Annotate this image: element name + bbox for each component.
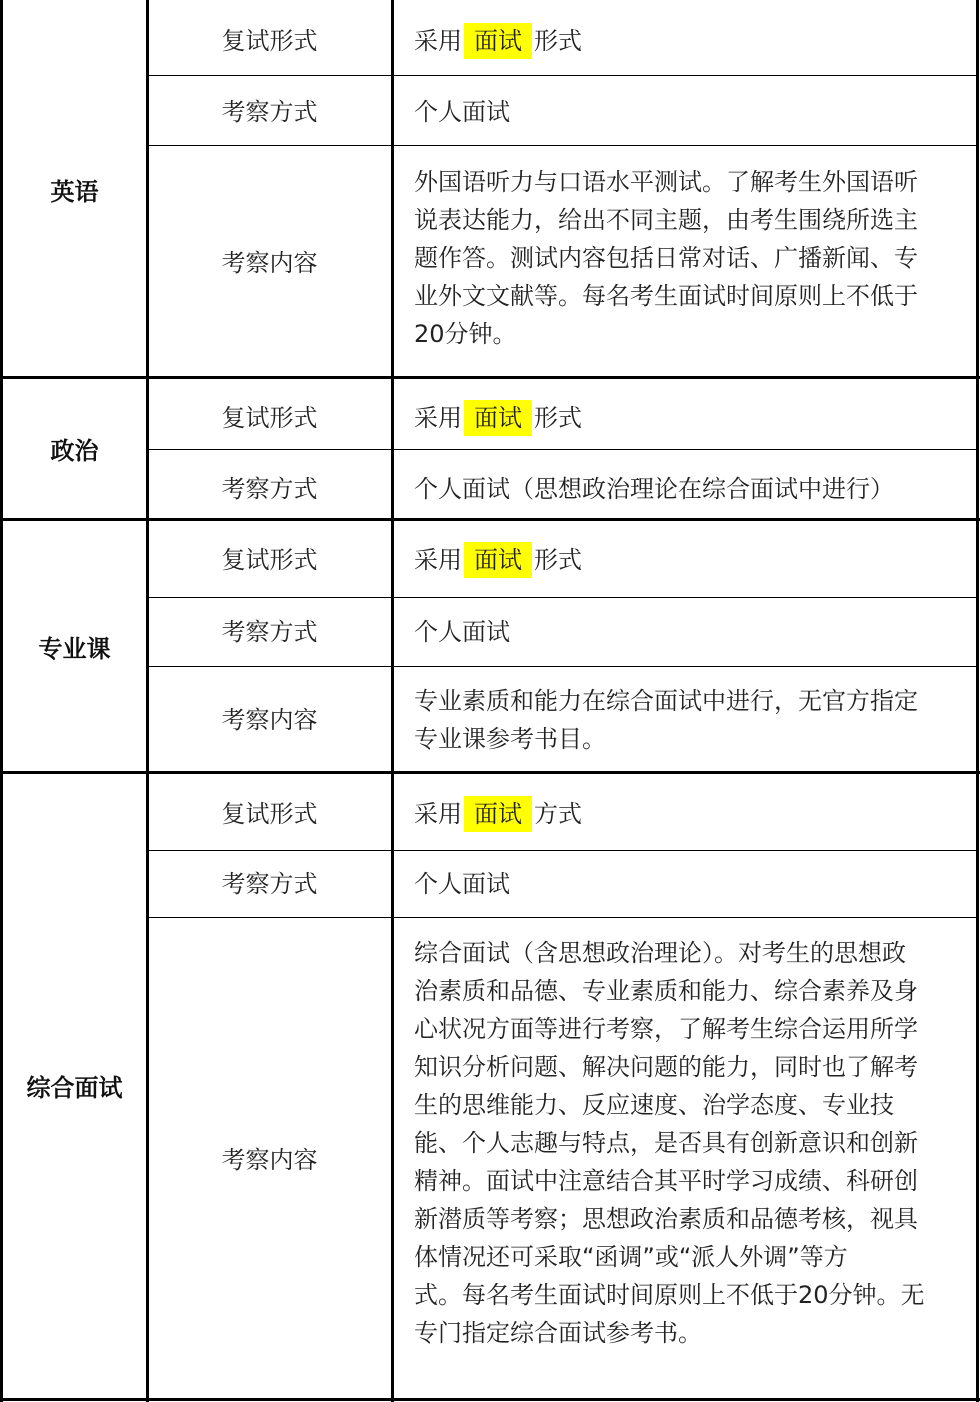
row-divider [148, 666, 978, 667]
value-suffix: 形式 [534, 27, 582, 55]
row-value-format [414, 400, 966, 436]
value-prefix: 采用 [414, 404, 462, 432]
content-line: 心状况方面等进行考察，了解考生综合运用所学 [414, 1015, 918, 1043]
highlight-text: 面试 [464, 400, 532, 436]
content-line: 知识分析问题、解决问题的能力，同时也了解考 [414, 1053, 918, 1081]
content-line: 体情况还可采取“函调”或“派人外调”等方 [414, 1243, 848, 1271]
content-line: 20分钟。 [414, 320, 517, 348]
row-label: 考察方式 [221, 475, 318, 503]
row-label: 复试形式 [221, 800, 318, 828]
row-label: 考察内容 [221, 706, 318, 734]
value-prefix: 采用 [414, 27, 462, 55]
section-title-comprehensive-interview: 综合面试 [26, 1074, 123, 1102]
section-divider [0, 518, 980, 521]
row-label: 考察内容 [221, 1146, 318, 1174]
row-divider [148, 145, 978, 146]
row-divider [148, 850, 978, 851]
table-border-left [0, 0, 3, 1402]
highlight-text: 面试 [464, 542, 532, 578]
row-divider [148, 917, 978, 918]
row-divider [148, 597, 978, 598]
content-line: 新潜质等考察；思想政治素质和品德考核，视具 [414, 1205, 918, 1233]
content-line: 治素质和品德、专业素质和能力、综合素养及身 [414, 977, 918, 1005]
row-label: 复试形式 [221, 27, 318, 55]
content-line: 说表达能力，给出不同主题，由考生围绕所选主 [414, 206, 918, 234]
section-divider [0, 376, 980, 379]
content-line: 专业素质和能力在综合面试中进行，无官方指定 [414, 687, 918, 715]
content-line: 式。每名考生面试时间原则上不低于20分钟。无 [414, 1281, 925, 1309]
row-value: 个人面试 [414, 618, 510, 646]
row-label: 复试形式 [221, 546, 318, 574]
section-title-major-course: 专业课 [38, 635, 111, 663]
value-suffix: 形式 [534, 404, 582, 432]
row-label: 考察方式 [221, 618, 318, 646]
row-divider [148, 75, 978, 76]
content-line: 专业课参考书目。 [414, 725, 606, 753]
row-value: 个人面试（思想政治理论在综合面试中进行） [414, 475, 894, 503]
table-border-bottom [0, 1398, 980, 1401]
row-value-content [414, 163, 966, 353]
content-line: 生的思维能力、反应速度、治学态度、专业技 [414, 1091, 894, 1119]
content-line: 能、个人志趣与特点，是否具有创新意识和创新 [414, 1129, 918, 1157]
highlight-text: 面试 [464, 796, 532, 832]
content-line: 综合面试（含思想政治理论）。对考生的思想政 [414, 939, 906, 967]
content-line: 精神。面试中注意结合其平时学习成绩、科研创 [414, 1167, 918, 1195]
section-title-english: 英语 [50, 178, 99, 206]
row-value-format [414, 23, 966, 59]
content-line: 题作答。测试内容包括日常对话、广播新闻、专 [414, 244, 918, 272]
row-value-format [414, 542, 966, 578]
section-title-politics: 政治 [50, 437, 99, 465]
value-prefix: 采用 [414, 546, 462, 574]
content-line: 专门指定综合面试参考书。 [414, 1319, 702, 1347]
row-value-content [414, 934, 966, 1352]
row-label: 考察方式 [221, 870, 318, 898]
content-line: 外国语听力与口语水平测试。了解考生外国语听 [414, 168, 918, 196]
content-line: 业外文文献等。每名考生面试时间原则上不低于 [414, 282, 918, 310]
row-value: 个人面试 [414, 98, 510, 126]
row-label: 考察内容 [221, 249, 318, 277]
value-suffix: 方式 [534, 800, 582, 828]
table-border-right [976, 0, 979, 1402]
section-divider [0, 771, 980, 774]
column-divider-2 [391, 0, 394, 1402]
row-label: 复试形式 [221, 404, 318, 432]
row-divider [148, 449, 978, 450]
value-suffix: 形式 [534, 546, 582, 574]
column-divider-1 [146, 0, 149, 1402]
row-value-format [414, 796, 966, 832]
highlight-text: 面试 [464, 23, 532, 59]
row-label: 考察方式 [221, 98, 318, 126]
row-value: 个人面试 [414, 870, 510, 898]
row-value-content [414, 682, 966, 758]
value-prefix: 采用 [414, 800, 462, 828]
